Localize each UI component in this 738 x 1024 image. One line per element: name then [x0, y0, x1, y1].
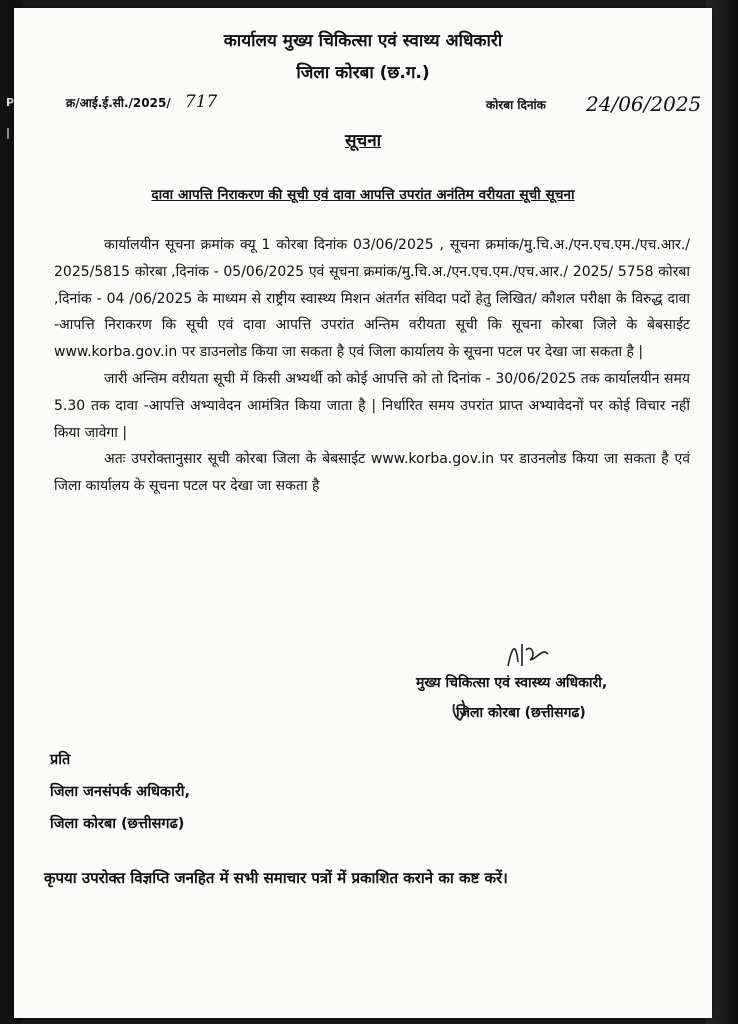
handwritten-tick — [450, 698, 470, 724]
notice-subject-text: दावा आपत्ति निराकरण की सूची एवं दावा आपत्ति उपरांत अनंतिम वरीयता सूची सूचना — [151, 187, 575, 203]
date-handwritten: 24/06/2025 — [586, 92, 702, 116]
background-mark: P — [6, 96, 15, 109]
background-mark: | — [6, 126, 11, 139]
office-heading: कार्यालय मुख्य चिकित्सा एवं स्वाथ्य अधिकारी — [223, 31, 503, 51]
signatory-designation: मुख्य चिकित्सा एवं स्वास्थ्य अधिकारी, — [416, 675, 608, 691]
reference-handwritten: 717 — [184, 92, 218, 112]
recipient-prati: प्रति — [50, 752, 71, 768]
body-paragraph-3: अतः उपरोक्तानुसार सूची कोरबा जिला के बेबसाईट www.korba.gov.in पर डाउनलोड किया जा सकता है एवं जिला कार्यालय के सूचना पटल पर देखा जा सकता है — [54, 451, 690, 495]
recipient-district: जिला कोरबा (छत्तीसगढ) — [50, 816, 185, 832]
body-paragraph-2: जारी अन्तिम वरीयता सूची में किसी अभ्यर्थी को कोई आपत्ति को तो दिनांक - 30/06/2025 तक कार्यालयीन समय 5.30 तक दावा -आपत्ति अभ्यावेदन आमंत्रित किया जाता है | निर्धारित समय उपरांत प्राप्त अभ्यावेदनों पर कोई विचार नहीं किया जावेगा | — [54, 370, 690, 441]
date-label: कोरबा दिनांक — [486, 98, 546, 112]
district-heading: जिला कोरबा (छ.ग.) — [296, 63, 430, 83]
recipient-name: जिला जनसंपर्क अधिकारी, — [50, 784, 191, 800]
notice-subject — [14, 184, 712, 203]
reference-prefix: क्र/आई.ई.सी./2025/ — [66, 96, 171, 110]
reference-number — [66, 92, 217, 112]
recipient-block — [50, 744, 190, 840]
signatory-district: जिला कोरबा (छत्तीसगढ) — [456, 705, 586, 721]
notice-title — [14, 128, 712, 151]
notice-title-text: सूचना — [344, 131, 382, 151]
signature-block — [416, 668, 607, 728]
publication-request: कृपया उपरोक्त विज्ञप्ति जनहित में सभी समाचार पत्रों में प्रकाशित कराने का कष्ट करें। — [44, 869, 508, 887]
document-page — [14, 8, 712, 1018]
notice-body — [54, 232, 690, 500]
body-paragraph-1: कार्यालयीन सूचना क्रमांक क्यू 1 कोरबा दिनांक 03/06/2025 , सूचना क्रमांक/मु.चि.अ./एन.एच.एम./एच.आर./ 2025/5815 कोरबा ,दिनांक - 05/06/2025 एवं सूचना क्रमांक/मु.चि.अ./एन.एच.एम./एच.आर./ 2025/ 5758 कोरबा ,दिनांक - 04 /06/2025 के माध्यम से राष्ट्रीय स्वास्थ्य मिशन अंतर्गत संविदा पदों हेतु लिखित/ कौशल परीक्षा के विरुद्ध दावा -आपत्ति निराकरण कि सूची एवं दावा आपत्ति उपरांत अन्तिम वरीयता सूची कि सूचना कोरबा जिले के बेबसाईट www.korba.gov.in पर डाउनलोड किया जा सकता है एवं जिला कार्यालय के सूचना पटल पर देखा जा सकता है | — [54, 237, 690, 361]
